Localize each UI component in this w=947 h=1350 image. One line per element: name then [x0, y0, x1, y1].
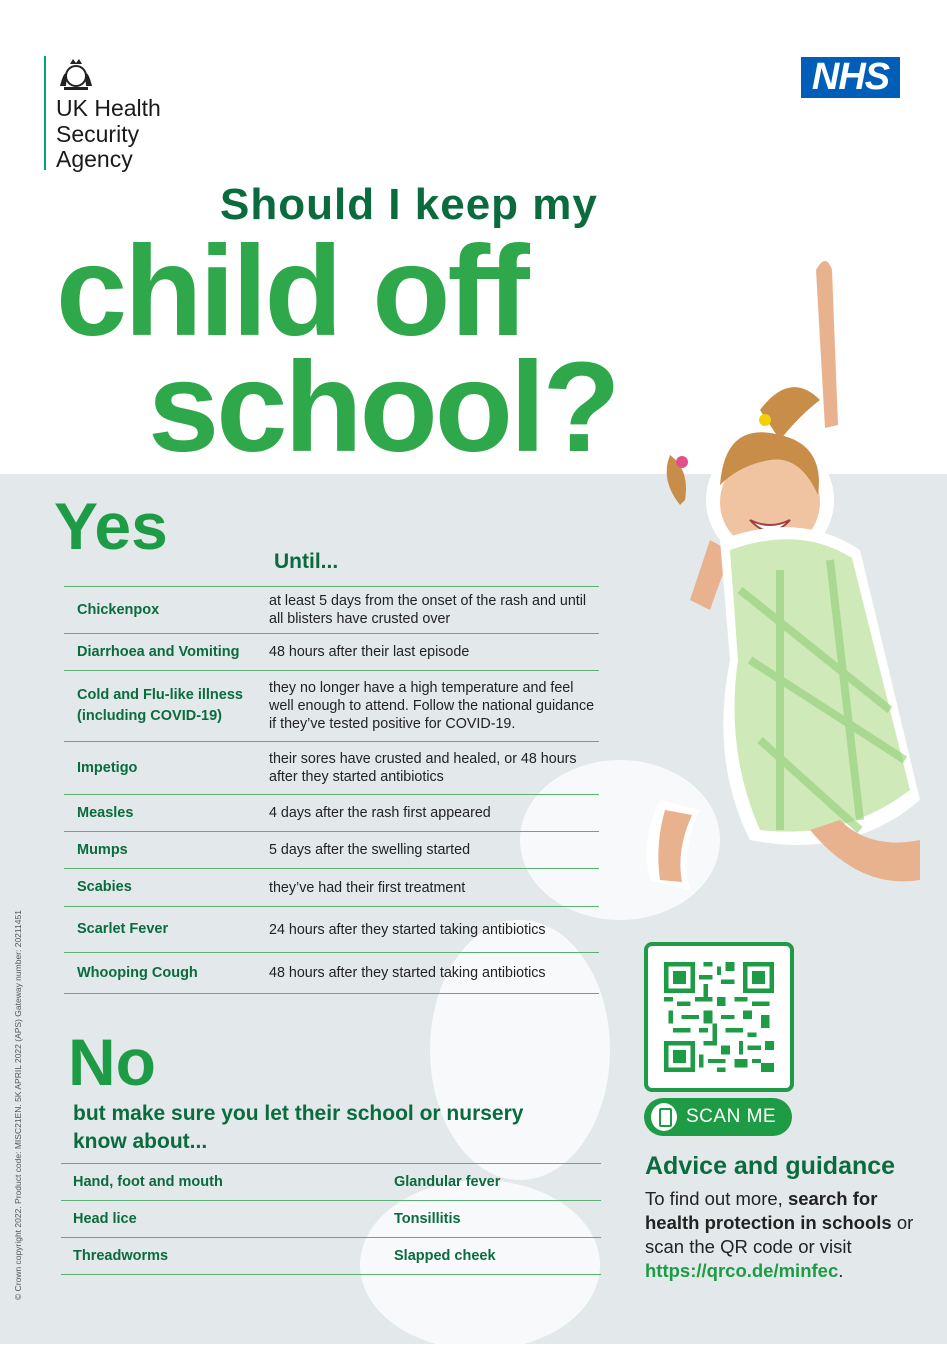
- title-line-2: child off: [56, 220, 527, 363]
- title-line-3: school?: [148, 336, 618, 479]
- condition-name: Glandular fever: [394, 1174, 501, 1190]
- condition-name: Whooping Cough: [77, 964, 198, 981]
- condition-name: Head lice: [73, 1211, 137, 1227]
- until-text: they’ve had their first treatment: [269, 879, 466, 896]
- ukhsa-name: UK Health Security Agency: [56, 95, 161, 172]
- table-row: [64, 794, 599, 831]
- no-subheading: but make sure you let their school or nursery know about...: [73, 1102, 524, 1153]
- table-row: [64, 952, 599, 994]
- exclusion-table: [64, 586, 599, 994]
- condition-name: Tonsillitis: [394, 1211, 461, 1227]
- table-row: [64, 670, 599, 741]
- copyright-text: © Crown copyright 2022. Product code: MISC21EN. 5K APRIL 2022 (APS) Gateway number: 20211451: [13, 910, 23, 1300]
- condition-name: Hand, foot and mouth: [73, 1174, 223, 1190]
- condition-name: Measles: [77, 804, 134, 821]
- condition-name: Slapped cheek: [394, 1248, 496, 1264]
- table-row: [64, 633, 599, 670]
- condition-name: Cold and Flu-like illness (including COVID-19): [77, 687, 243, 724]
- royal-crest-icon: [56, 56, 96, 92]
- advice-middle: or scan the QR code or visit: [645, 1212, 914, 1257]
- advice-heading: Advice and guidance: [645, 1152, 896, 1180]
- until-text: 48 hours after their last episode: [269, 644, 470, 660]
- advice-text: [645, 1187, 935, 1283]
- table-row: [64, 586, 599, 633]
- table-row: [64, 831, 599, 868]
- jumping-girl-illustration: [620, 240, 940, 900]
- advice-end: .: [838, 1260, 844, 1281]
- advice-search-phrase: search for health protection in schools: [645, 1188, 892, 1233]
- nhs-logo: NHS: [801, 57, 900, 98]
- condition-name: Threadworms: [73, 1248, 169, 1264]
- advice-intro: To find out more,: [645, 1188, 788, 1209]
- until-text: 5 days after the swelling started: [269, 842, 471, 858]
- condition-name: Scarlet Fever: [77, 921, 169, 937]
- notify-table: [61, 1163, 601, 1275]
- yes-heading: Yes: [54, 489, 168, 563]
- until-text: 24 hours after they started taking antibiotics: [269, 921, 546, 938]
- condition-name: Impetigo: [77, 759, 138, 776]
- table-row: [61, 1237, 601, 1275]
- scan-me-label: SCAN ME: [686, 1106, 777, 1127]
- qr-code-icon: [664, 962, 774, 1072]
- qr-code[interactable]: [644, 942, 794, 1092]
- condition-name: Mumps: [77, 841, 128, 858]
- ukhsa-logo: [44, 56, 161, 172]
- until-text: 4 days after the rash first appeared: [269, 805, 491, 821]
- table-row: [61, 1200, 601, 1237]
- until-text: at least 5 days from the onset of the rash and until all blisters have crusted over: [269, 593, 587, 627]
- phone-icon: [651, 1103, 677, 1131]
- table-row: [64, 741, 599, 794]
- until-text: their sores have crusted and healed, or 48 hours after they started antibiotics: [269, 751, 577, 785]
- title-line-1: Should I keep my: [220, 180, 598, 229]
- until-text: they no longer have a high temperature and feel well enough to attend. Follow the national guidance if they’ve tested positive for COVID-19.: [269, 680, 595, 732]
- table-row: [64, 868, 599, 906]
- no-heading: No: [68, 1025, 156, 1099]
- table-row: [61, 1163, 601, 1200]
- until-text: 48 hours after they started taking antibiotics: [269, 965, 546, 981]
- condition-name: Chickenpox: [77, 601, 160, 618]
- table-row: [64, 906, 599, 952]
- until-label: Until...: [274, 550, 339, 573]
- condition-name: Scabies: [77, 879, 132, 895]
- qr-link[interactable]: https://qrco.de/minfec: [645, 1260, 839, 1281]
- scan-me-button[interactable]: [644, 1098, 792, 1136]
- condition-name: Diarrhoea and Vomiting: [77, 643, 240, 660]
